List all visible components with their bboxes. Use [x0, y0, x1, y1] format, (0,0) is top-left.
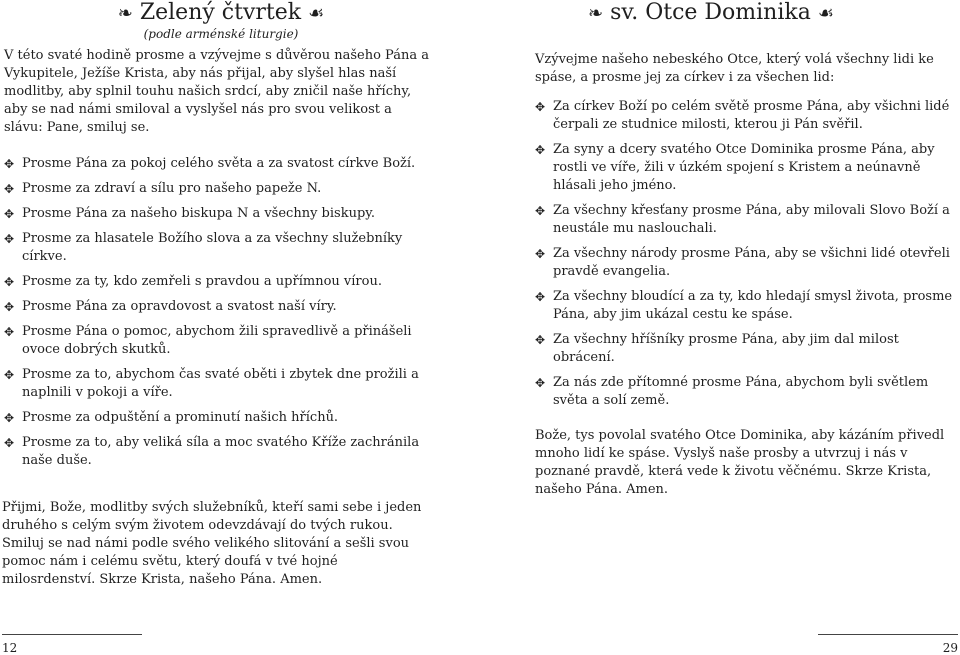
petition-text: Prosme Pána za pokoj celého světa a za svatost církve Boží. [22, 156, 416, 171]
list-item [4, 205, 429, 223]
left-page [0, 0, 432, 655]
petition-text: Prosme za to, aby veliká síla a moc svatého Kříže zachránila naše duše. [22, 435, 420, 468]
petition-text: Prosme za to, abychom čas svaté oběti i zbytek dne prožili a naplnili v pokoji a víře. [22, 367, 419, 400]
cross-bullet-icon: ✥ [4, 325, 15, 339]
page-title [492, 0, 930, 27]
petition-text: Za všechny bloudící a za ty, kdo hledají smysl života, prosme Pána, aby jim ukázal cestu ke spáse. [553, 289, 953, 322]
floral-heart-icon: ❧ [117, 3, 133, 24]
intro-paragraph: Vzývejme našeho nebeského Otce, který volá všechny lidi ke spáse, a prosme jej za církev i za všechen lid: [535, 52, 934, 85]
footer-rule [2, 634, 142, 635]
cross-bullet-icon: ✥ [535, 100, 546, 114]
petition-list [4, 155, 429, 477]
cross-bullet-icon: ✥ [4, 182, 15, 196]
petition-text: Za všechny národy prosme Pána, aby se všichni lidé otevřeli pravdě evangelia. [553, 246, 950, 279]
list-item [535, 202, 960, 238]
cross-bullet-icon: ✥ [535, 143, 546, 157]
page-title [10, 0, 432, 27]
petition-text: Prosme za odpuštění a prominutí našich hříchů. [22, 410, 339, 425]
list-item [535, 141, 960, 195]
closing-prayer: Přijmi, Bože, modlitby svých služebníků, kteří sami sebe i jeden druhého s celým svým životem odevzdávají do tvých rukou. Smiluj se nad námi podle svého velikého slitování a sešli svou pomoc nám i celému světu, který doufá v tvé hojné milosrdenství. Skrze Krista, našeho Pána. Amen. [2, 500, 422, 587]
cross-bullet-icon: ✥ [535, 204, 546, 218]
petition-text: Prosme Pána za našeho biskupa N a všechny biskupy. [22, 206, 376, 221]
list-item [4, 180, 429, 198]
list-item [4, 155, 429, 173]
cross-bullet-icon: ✥ [535, 290, 546, 304]
page-subtitle: (podle arménské liturgie) [143, 27, 299, 41]
list-item [4, 434, 429, 470]
title-text: Zelený čtvrtek [139, 0, 302, 25]
list-item [4, 273, 429, 291]
petition-text: Za všechny křesťany prosme Pána, aby milovali Slovo Boží a neustále mu naslouchali. [553, 203, 950, 236]
petition-text: Prosme za zdraví a sílu pro našeho papeže N. [22, 181, 322, 196]
cross-bullet-icon: ✥ [4, 300, 15, 314]
floral-heart-icon: ☙ [308, 3, 325, 24]
right-page [532, 0, 960, 655]
page-number: 12 [2, 641, 18, 655]
cross-bullet-icon: ✥ [4, 232, 15, 246]
floral-heart-icon: ❧ [588, 3, 604, 24]
petition-text: Prosme Pána o pomoc, abychom žili spravedlivě a přinášeli ovoce dobrých skutků. [22, 324, 412, 357]
petition-text: Prosme za hlasatele Božího slova a za všechny služebníky církve. [22, 231, 403, 264]
cross-bullet-icon: ✥ [535, 376, 546, 390]
closing-prayer: Bože, tys povolal svatého Otce Dominika, aby kázáním přivedl mnoho lidí ke spáse. Vyslyš naše prosby a utvrzuj i nás v poznané pravdě, která vede k životu věčnému. Skrze Krista, našeho Pána. Amen. [535, 428, 945, 497]
list-item [535, 288, 960, 324]
list-item [4, 230, 429, 266]
list-item [535, 331, 960, 367]
cross-bullet-icon: ✥ [4, 411, 15, 425]
list-item [4, 323, 429, 359]
footer-rule [818, 634, 958, 635]
petition-list [535, 98, 960, 417]
petition-text: Za všechny hříšníky prosme Pána, aby jim dal milost obrácení. [553, 332, 899, 365]
floral-heart-icon: ☙ [817, 3, 834, 24]
cross-bullet-icon: ✥ [535, 333, 546, 347]
page-number: 29 [942, 641, 958, 655]
cross-bullet-icon: ✥ [4, 436, 15, 450]
cross-bullet-icon: ✥ [4, 157, 15, 171]
list-item [535, 245, 960, 281]
list-item [4, 366, 429, 402]
cross-bullet-icon: ✥ [4, 368, 15, 382]
list-item [4, 409, 429, 427]
title-text: sv. Otce Dominika [610, 0, 811, 25]
cross-bullet-icon: ✥ [4, 207, 15, 221]
petition-text: Za syny a dcery svatého Otce Dominika prosme Pána, aby rostli ve víře, žili v úzkém spojení s Kristem a neúnavně hlásali jeho jméno. [553, 142, 935, 193]
petition-text: Prosme Pána za opravdovost a svatost naší víry. [22, 299, 337, 314]
cross-bullet-icon: ✥ [535, 247, 546, 261]
list-item [4, 298, 429, 316]
petition-text: Za církev Boží po celém světě prosme Pána, aby všichni lidé čerpali ze studnice milosti, kterou ji Pán svěřil. [553, 99, 950, 132]
list-item [535, 98, 960, 134]
list-item [535, 374, 960, 410]
petition-text: Za nás zde přítomné prosme Pána, abychom byli světlem světa a solí země. [553, 375, 929, 408]
petition-text: Prosme za ty, kdo zemřeli s pravdou a upřímnou vírou. [22, 274, 382, 289]
intro-paragraph: V této svaté hodině prosme a vzývejme s důvěrou našeho Pána a Vykupitele, Ježíše Krista, aby nás přijal, aby slyšel hlas naší modlitby, aby splnil touhu našich srdcí, aby zničil naše hříchy, aby se nad námi smiloval a vyslyšel nás pro svou velikost a slávu: Pane, smiluj se. [4, 48, 429, 135]
cross-bullet-icon: ✥ [4, 275, 15, 289]
